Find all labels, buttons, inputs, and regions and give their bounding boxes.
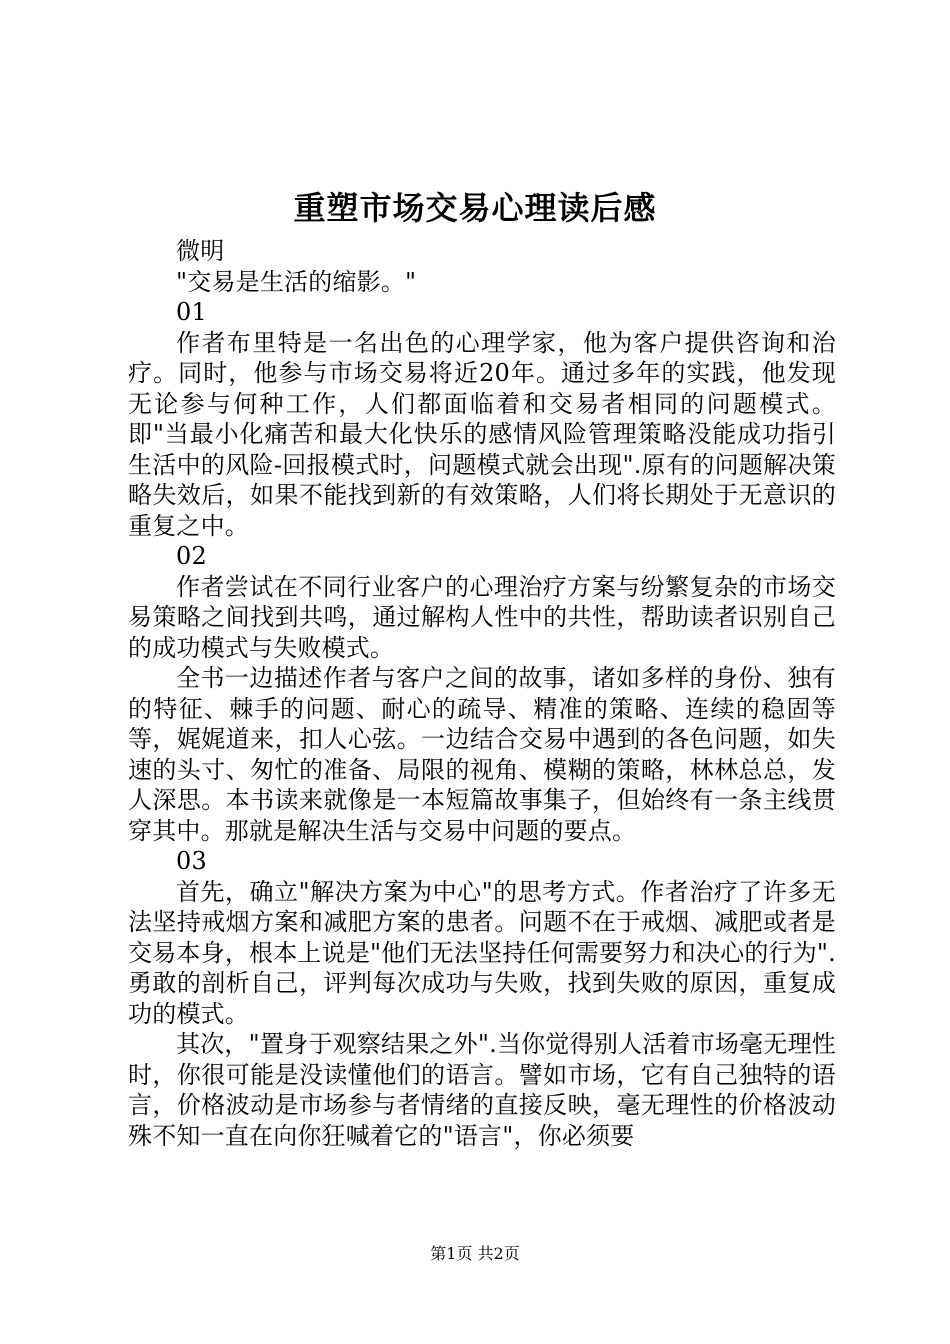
section-number: 02	[176, 542, 207, 570]
document-title: 重塑市场交易心理读后感	[293, 189, 657, 227]
author-line: 微明	[176, 237, 225, 265]
body-paragraph: 全书一边描述作者与客户之间的故事，诸如多样的身份、独有的特征、棘手的问题、耐心的疏导、精准的策略、连续的稳固等等，娓娓道来，扣人心弦。一边结合交易中遇到的各色问题，如失速的头寸、匆忙的准备、局限的视角、模糊的策略，林林总总，发人深思。本书读来就像是一本短篇故事集子，但始终有一条主线贯穿其中。那就是解决生活与交易中问题的要点。	[128, 664, 836, 845]
body-paragraph: 作者布里特是一名出色的心理学家，他为客户提供咨询和治疗。同时，他参与市场交易将近20年。通过多年的实践，他发现无论参与何种工作，人们都面临着和交易者相同的问题模式。即"当最小化痛苦和最大化快乐的感情风险管理策略没能成功指引生活中的风险-回报模式时，问题模式就会出现".原有的问题解决策略失效后，如果不能找到新的有效策略，人们将长期处于无意识的重复之中。	[128, 328, 836, 540]
body-paragraph: 其次，"置身于观察结果之外".当你觉得别人活着市场毫无理性时，你很可能是没读懂他们的语言。譬如市场，它有自己独特的语言，价格波动是市场参与者情绪的直接反映，毫无理性的价格波动殊不知一直在向你狂喊着它的"语言"，你必须要	[128, 1030, 836, 1150]
body-paragraph: 首先，确立"解决方案为中心"的思考方式。作者治疗了许多无法坚持戒烟方案和减肥方案的患者。问题不在于戒烟、减肥或者是交易本身，根本上说是"他们无法坚持任何需要努力和决心的行为".勇敢的剖析自己，评判每次成功与失败，找到失败的原因，重复成功的模式。	[128, 877, 836, 1028]
document-body	[128, 236, 836, 1151]
section-number: 01	[176, 298, 207, 326]
page-footer: 第1页 共2页	[430, 1244, 520, 1263]
section-number: 03	[176, 847, 207, 875]
body-paragraph: 作者尝试在不同行业客户的心理治疗方案与纷繁复杂的市场交易策略之间找到共鸣，通过解构人性中的共性，帮助读者识别自己的成功模式与失败模式。	[128, 572, 836, 662]
epigraph: "交易是生活的缩影。"	[176, 267, 417, 296]
